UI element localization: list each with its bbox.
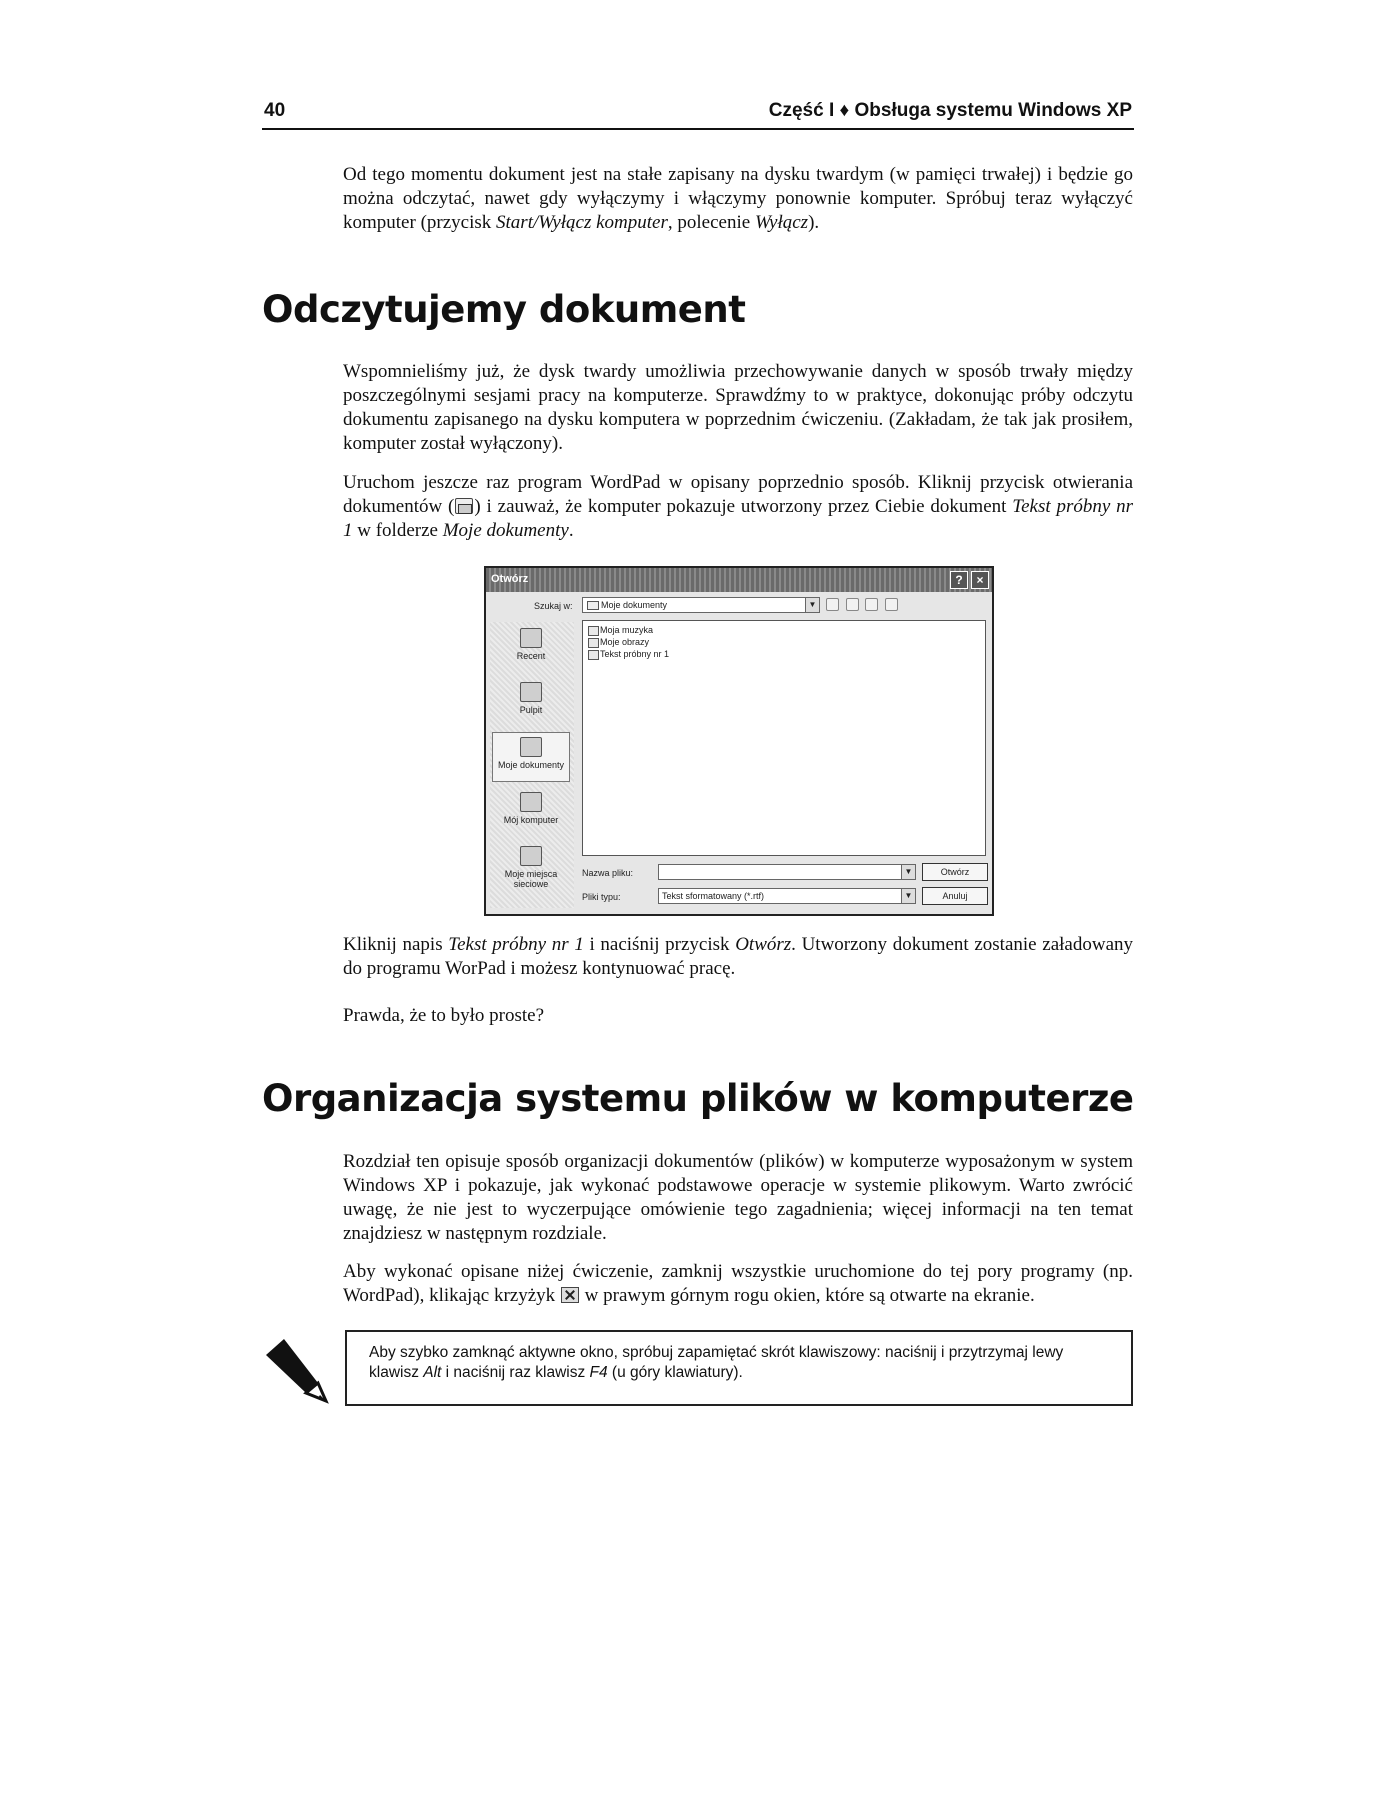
dialog-title: Otwórz <box>491 573 529 585</box>
computer-icon <box>520 792 542 812</box>
view-menu-icon[interactable] <box>885 598 898 611</box>
place-my-computer[interactable]: Mój komputer <box>492 788 570 838</box>
place-my-documents[interactable]: Moje dokumenty <box>492 732 570 782</box>
look-in-dropdown[interactable]: Moje dokumenty ▼ <box>582 597 820 613</box>
section1-paragraph-4: Prawda, że to było proste? <box>343 1005 545 1026</box>
list-item[interactable]: Moje obrazy <box>587 637 649 648</box>
page-number: 40 <box>264 100 286 121</box>
section2-paragraph-1: Rozdział ten opisuje sposób organizacji dokumentów (plików) w komputerze wyposażonym w system Windows XP i pokazuje, jak wykonać podstawowe operacje w systemie plikowym. Warto zwrócić uwagę, że nie jest to wyczerpujące omówienie tego zagadnienia; więcej informacji na ten temat znajdziesz w następnym rozdziale. <box>343 1151 1133 1244</box>
back-icon[interactable] <box>826 598 839 611</box>
filetype-label: Pliki typu: <box>582 892 621 902</box>
chevron-down-icon[interactable]: ▼ <box>901 865 915 879</box>
open-button[interactable]: Otwórz <box>922 863 988 881</box>
tip-box: Aby szybko zamknąć aktywne okno, spróbuj zapamiętać skrót klawiszowy: naciśnij i przytrzymaj lewy klawisz Alt i naciśnij raz klawisz F4 (u góry klawiatury). <box>345 1330 1133 1406</box>
section2-paragraph-2: Aby wykonać opisane niżej ćwiczenie, zamknij wszystkie uruchomione do tej pory programy (np. WordPad), klikając krzyżyk w prawym górnym rogu okien, które są otwarte na ekranie. <box>343 1261 1133 1306</box>
close-icon <box>561 1287 579 1303</box>
list-item[interactable]: Moja muzyka <box>587 625 653 636</box>
chevron-down-icon[interactable]: ▼ <box>805 598 819 612</box>
dialog-titlebar <box>486 568 992 592</box>
page-header <box>262 98 1134 130</box>
intro-paragraph: Od tego momentu dokument jest na stałe zapisany na dysku twardym (w pamięci trwałej) i będzie go można odczytać, nawet gdy wyłączymy i włączymy ponownie komputer. Spróbuj teraz wyłączyć komputer (przycisk Start/Wyłącz komputer, polecenie Wyłącz). <box>343 164 1133 233</box>
section1-paragraph-2: Uruchom jeszcze raz program WordPad w opisany poprzednio sposób. Kliknij przycisk otwierania dokumentów ( ) i zauważ, że komputer pokazuje utworzony przez Ciebie dokument Tekst próbny nr 1 w folderze Moje dokumenty. <box>343 472 1133 541</box>
filename-input[interactable] <box>658 864 916 880</box>
recent-folder-icon <box>520 628 542 648</box>
cancel-button[interactable]: Anuluj <box>922 887 988 905</box>
section1-paragraph-1: Wspomnieliśmy już, że dysk twardy umożliwia przechowywanie danych w sposób trwały między poszczególnymi sesjami pracy na komputerze. Sprawdźmy to w praktyce, dokonując próby odczytu dokumentu zapisanego na dysku komputera w poprzednim ćwiczeniu. (Zakładam, że tak jak prosiłem, komputer został wyłączony). <box>343 361 1133 454</box>
look-in-label: Szukaj w: <box>534 601 573 611</box>
my-documents-icon <box>520 737 542 757</box>
new-folder-icon[interactable] <box>865 598 878 611</box>
dialog-toolbar <box>826 598 902 613</box>
section-title-organizacja: Organizacja systemu plików w komputerze <box>262 1077 1134 1120</box>
network-places-icon <box>520 846 542 866</box>
file-list[interactable] <box>582 620 986 856</box>
up-folder-icon[interactable] <box>846 598 859 611</box>
filetype-select[interactable]: Tekst sformatowany (*.rtf) ▼ <box>658 888 916 904</box>
section-breadcrumb: Część I ♦ Obsługa systemu Windows XP <box>768 100 1132 121</box>
section1-paragraph-3: Kliknij napis Tekst próbny nr 1 i naciśnij przycisk Otwórz. Utworzony dokument zostanie załadowany do programu WorPad i możesz kontynuować pracę. <box>343 934 1133 979</box>
place-network[interactable]: Moje miejsca sieciowe <box>492 842 570 902</box>
list-item[interactable]: Tekst próbny nr 1 <box>587 649 669 660</box>
open-dialog-screenshot <box>484 566 994 916</box>
open-folder-icon <box>455 498 473 514</box>
places-bar <box>490 622 574 908</box>
chevron-down-icon[interactable]: ▼ <box>901 889 915 903</box>
section-title-odczytujemy: Odczytujemy dokument <box>262 288 746 331</box>
place-recent[interactable]: Recent <box>492 624 570 674</box>
close-icon[interactable]: × <box>971 571 989 589</box>
desktop-icon <box>520 682 542 702</box>
filename-label: Nazwa pliku: <box>582 868 634 878</box>
pencil-note-icon <box>262 1335 332 1405</box>
place-desktop[interactable]: Pulpit <box>492 678 570 728</box>
help-icon[interactable]: ? <box>950 571 968 589</box>
